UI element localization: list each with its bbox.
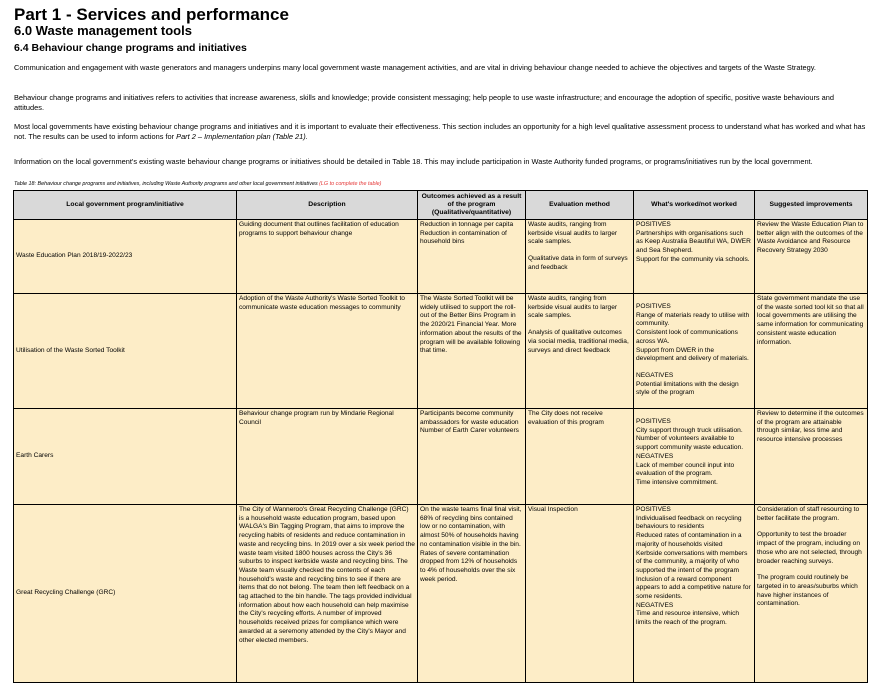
evaluation-cell: [526, 220, 634, 294]
part-title: Part 1 - Services and performance: [14, 5, 289, 24]
evaluation-text: Qualitative data in form of surveys and feedback: [528, 255, 628, 271]
evaluation-text: Waste audits, ranging from kerbside visual audits to larger scale samples.: [528, 295, 618, 320]
section-title: 6.0 Waste management tools: [14, 23, 192, 38]
header-description: Description: [237, 191, 418, 220]
implementation-plan-reference: Part 2 – Implementation plan (Table 21).: [176, 132, 308, 141]
paragraph-evaluation-text: Most local governments have existing behaviour change programs and initiatives and it is important to evaluate their effectiveness. This section includes an opportunity for a high level qualitative assessment process to understand what has worked and what has not. The results can be used to inform actions for: [14, 122, 866, 141]
header-program: Local government program/initiative: [14, 191, 237, 220]
worked-cell: [634, 409, 755, 505]
description-cell: Adoption of the Waste Authority's Waste Sorted Toolkit to communicate waste education messages to community: [237, 294, 418, 409]
outcomes-cell: Participants become community ambassadors for waste education Number of Earth Carer volunteers: [418, 409, 526, 505]
outcomes-cell: The Waste Sorted Toolkit will be widely utilised to support the roll-out of the Better Bins Program in the 2020/21 Financial Year. More information about the results of the program will be available following that time.: [418, 294, 526, 409]
paragraph-communication: Communication and engagement with waste generators and managers underpins many local government waste management activities, and are vital in driving behaviour change needed to achieve the objectives and targets of the Waste Strategy.: [14, 63, 816, 72]
worked-negatives: NEGATIVES Potential limitations with the design style of the program: [636, 371, 739, 397]
worked-cell: [634, 294, 755, 409]
evaluation-text: Analysis of qualitative outcomes via social media, traditional media, surveys and direct feedback: [528, 329, 629, 354]
worked-text: POSITIVES City support through truck utilisation. Number of volunteers available to support community waste education. NEGATIVES Lack of member council input into evaluation of the program. Time intensive commitment.: [636, 418, 744, 486]
improvement-text: Consideration of staff resourcing to better facilitate the program.: [757, 506, 860, 522]
evaluation-cell: [526, 294, 634, 409]
paragraph-behaviour-change: Behaviour change programs and initiatives refers to activities that increase awareness, skills and knowledge; provide consistent messaging; help people to use waste infrastructure; and encourage the adoption of specific, positive waste behaviours and attitudes.: [14, 93, 835, 112]
table-row: [14, 505, 868, 683]
improvements-cell: [755, 505, 868, 683]
header-outcomes: Outcomes achieved as a result of the program (Qualitative/quantitative): [418, 191, 526, 220]
paragraph-evaluation: [14, 122, 866, 142]
program-cell: Utilisation of the Waste Sorted Toolkit: [14, 294, 237, 409]
header-worked: What's worked/not worked: [634, 191, 755, 220]
worked-cell: POSITIVES Partnerships with organisations such as Keep Australia Beautiful WA, DWER and Sea Shepherd. Support for the community via schools.: [634, 220, 755, 294]
table-caption: [14, 181, 381, 187]
table-row: [14, 409, 868, 505]
description-cell: Behaviour change program run by Mindarie Regional Council: [237, 409, 418, 505]
worked-cell: POSITIVES Individualised feedback on recycling behaviours to residents Reduced rates of contamination in a majority of households visited Kerbside conversations with members of the community, a majority of who supported the intent of the program Inclusion of a reward component appears to add a competitive nature for some residents. NEGATIVES Time and resource intensive, which limits the reach of the program.: [634, 505, 755, 683]
evaluation-cell: Visual Inspection: [526, 505, 634, 683]
header-evaluation: Evaluation method: [526, 191, 634, 220]
header-improvements: Suggested improvements: [755, 191, 868, 220]
table-caption-text: Table 18: Behaviour change programs and initiatives, including Waste Authority programs and other local government initiatives: [14, 181, 318, 187]
behaviour-programs-table: [13, 190, 868, 683]
improvements-cell: Review the Waste Education Plan to better align with the outcomes of the Waste Avoidance and Resource Recovery Strategy 2030: [755, 220, 868, 294]
description-cell: The City of Wanneroo's Great Recycling Challenge (GRC) is a household waste education program, based upon WALGA's Bin Tagging Program, that aims to improve the recycling habits of residents and reduce contamination in waste and recycling bins. In 2019 over a six week period the waste team visited 1800 houses across the City's 36 suburbs to inspect kerbside waste and recycling bins. The Waste team visually checked the contents of each household's waste and recycling bins to see if there are items that do not belong. The team then left feedback on a tag attached to the bin handle. The tags provided individual information about how each household can help maximise the City's recycling efforts. A number of improved households received prizes for compliance which were awarded at a seremony attended by the City's Mayor and other elected members.: [237, 505, 418, 683]
outcomes-cell: On the waste teams final final visit, 68% of recycling bins contained low or no contamination, with almost 50% of households having no contamination visible in the bin. Rates of severe contamination dropped from 12% of households to 4% of households over the six week period.: [418, 505, 526, 683]
table-row: [14, 294, 868, 409]
improvements-cell: State government mandate the use of the waste sorted tool kit so that all local governments are utilising the same information for communicating consistent waste education information.: [755, 294, 868, 409]
evaluation-cell: The City does not receive evaluation of this program: [526, 409, 634, 505]
paragraph-table-intro: Information on the local government's existing waste behaviour change programs or initiatives should be detailed in Table 18. This may include participation in Waste Authority funded programs, or programs/initiatives run by the local government.: [14, 157, 813, 166]
program-cell: Earth Carers: [14, 409, 237, 505]
outcomes-cell: Reduction in tonnage per capita Reduction in contamination of household bins: [418, 220, 526, 294]
improvements-cell: Review to determine if the outcomes of the program are attainable through similar, less time and resource intensive processes: [755, 409, 868, 505]
worked-positives: POSITIVES Range of materials ready to utilise with community. Consistent look of communications across WA. Support from DWER in the development and delivery of materials.: [636, 303, 750, 363]
program-cell: Great Recycling Challenge (GRC): [14, 505, 237, 683]
table-row: [14, 220, 868, 294]
subsection-title: 6.4 Behaviour change programs and initiatives: [14, 42, 247, 54]
table-caption-note: (LG to complete the table): [319, 181, 382, 187]
program-cell: Waste Education Plan 2018/19-2022/23: [14, 220, 237, 294]
improvement-text: The program could routinely be targeted in to areas/suburbs which have higher instances of contamination.: [757, 574, 858, 608]
description-cell: Guiding document that outlines facilitation of education programs to support behaviour change: [237, 220, 418, 294]
evaluation-text: Waste audits, ranging from kerbside visual audits to larger scale samples.: [528, 221, 618, 246]
improvement-text: Opportunity to test the broader impact of the program, including on those who are not selected, through broader reaching surveys.: [757, 531, 862, 565]
table-header-row: [14, 191, 868, 220]
